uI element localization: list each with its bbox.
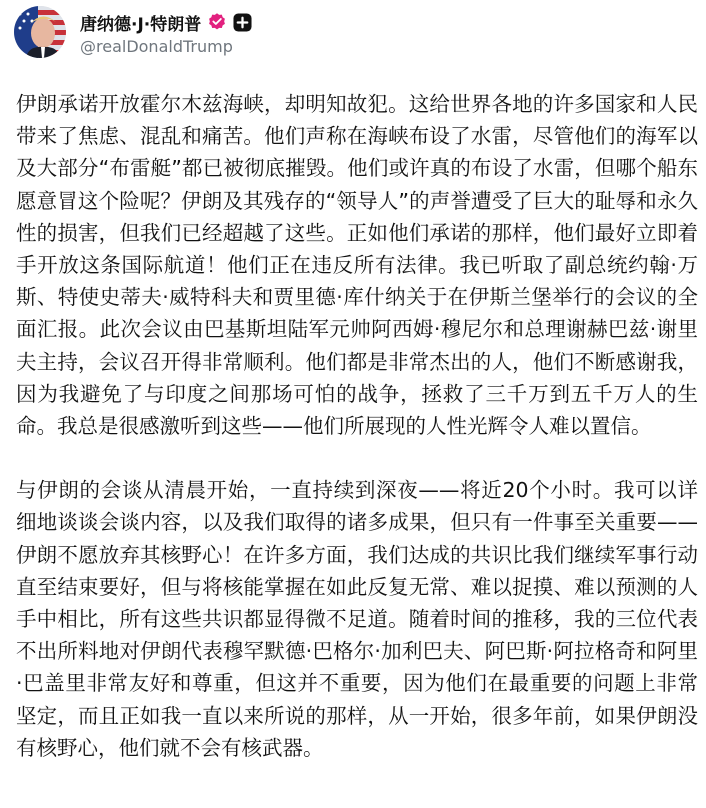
post-paragraph: 伊朗承诺开放霍尔木兹海峡，却明知故犯。这给世界各地的许多国家和人民带来了焦虑、混乱和痛苦。他们声称在海峡布设了水雷，尽管他们的海军以及大部分“布雷艇”都已被彻底摧毁。他们或许真的布设了水雷，但哪个船东愿意冒这个险呢？伊朗及其残存的“领导人”的声誉遭受了巨大的耻辱和永久性的损害，但我们已经超越了这些。正如他们承诺的那样，他们最好立即着手开放这条国际航道！他们正在违反所有法律。我已听取了副总统约翰·万斯、特使史蒂夫·威特科夫和贾里德·库什纳关于在伊斯兰堡举行的会议的全面汇报。此次会议由巴基斯坦陆军元帅阿西姆·穆尼尔和总理谢赫巴兹·谢里夫主持，会议召开得非常顺利。他们都是非常杰出的人，他们不断感谢我，因为我避免了与印度之间那场可怕的战争，拯救了三千万到五千万人的生命。我总是很感激听到这些——他们所展现的人性光辉令人难以置信。 (16, 92, 698, 439)
avatar[interactable] (14, 6, 66, 58)
author-line (80, 9, 252, 35)
avatar-image-icon (14, 6, 66, 58)
plus-badge-icon (233, 13, 252, 32)
post-paragraph: 与伊朗的会谈从清晨开始，一直持续到深夜——将近20个小时。我可以详细地谈谈会谈内容，以及我们取得的诸多成果，但只有一件事至关重要——伊朗不愿放弃其核野心！在许多方面，我们达成的共识比我们继续军事行动直至结束要好，但与将核能掌握在如此反复无常、难以捉摸、难以预测的人手中相比，所有这些共识都显得微不足道。随着时间的推移，我的三位代表不出所料地对伊朗代表穆罕默德·巴格尔·加利巴夫、阿巴斯·阿拉格奇和阿里·巴盖里非常友好和尊重，但这并不重要，因为他们在最重要的问题上非常坚定，而且正如我一直以来所说的那样，从一开始，很多年前，如果伊朗没有核野心，他们就不会有核武器。 (16, 478, 698, 760)
display-name[interactable]: 唐纳德·J·特朗普 (80, 14, 202, 35)
author-handle[interactable]: @realDonaldTrump (80, 37, 233, 56)
verified-badge-icon (207, 12, 227, 32)
post-body (16, 88, 698, 764)
post-header (14, 6, 694, 62)
